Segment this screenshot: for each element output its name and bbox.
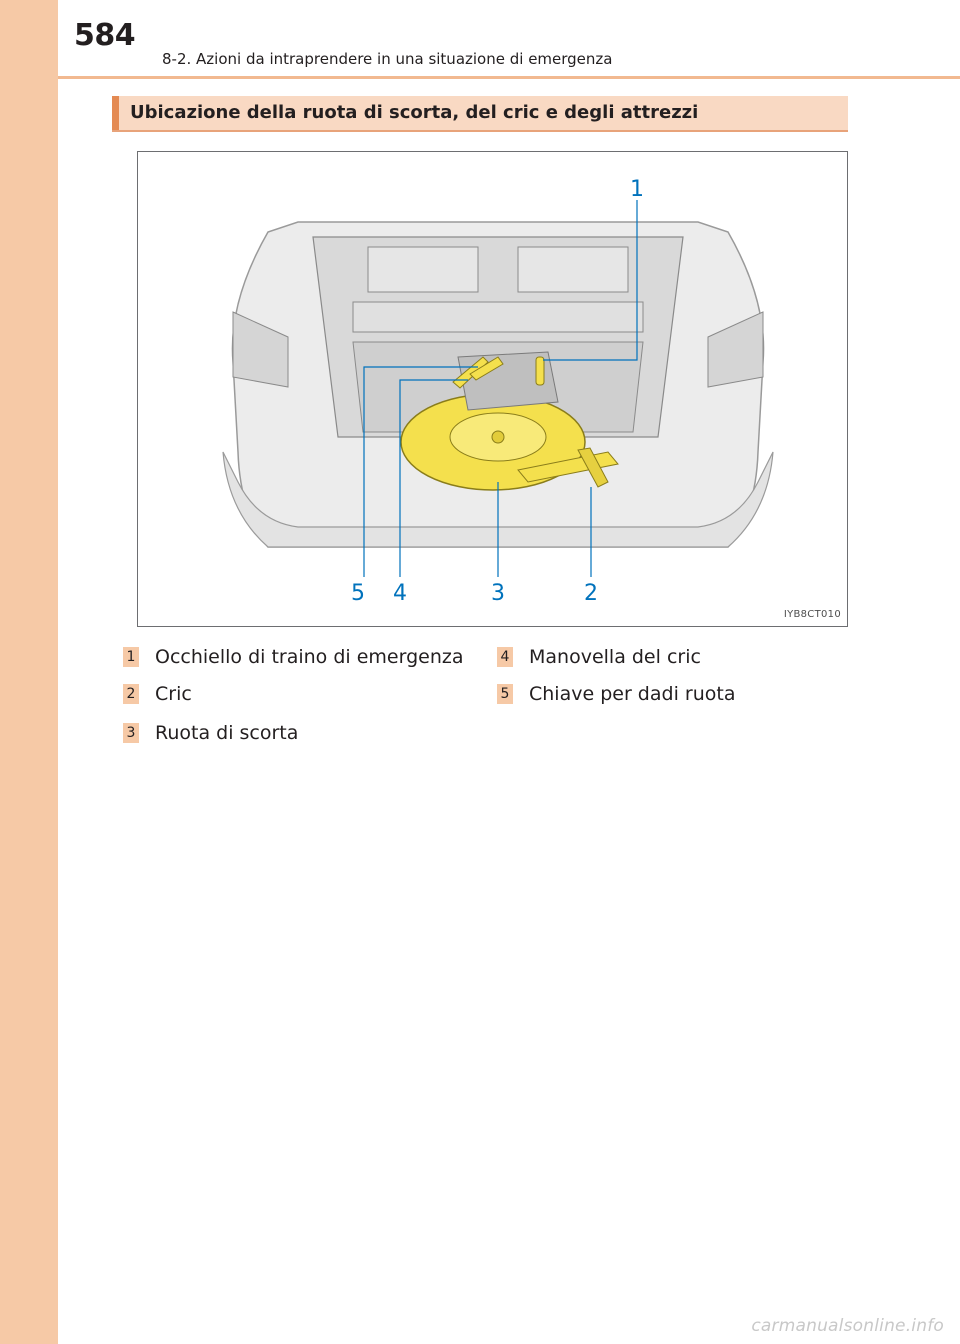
spare-tire-hub xyxy=(492,431,504,443)
section-heading xyxy=(112,96,848,132)
trunk-illustration-drawing xyxy=(138,152,847,626)
legend-item xyxy=(497,681,735,707)
side-color-band xyxy=(0,0,58,1344)
legend-label: Manovella del cric xyxy=(529,646,701,668)
legend-number: 2 xyxy=(123,684,139,704)
callout-3: 3 xyxy=(491,581,505,606)
deck-board xyxy=(353,302,643,332)
callout-1: 1 xyxy=(630,177,644,202)
figure-code: IYB8CT010 xyxy=(783,609,841,620)
page-number: 584 xyxy=(74,18,136,53)
legend-item xyxy=(123,644,464,670)
running-header: 8-2. Azioni da intraprendere in una situazione di emergenza xyxy=(162,50,613,68)
legend-label: Occhiello di traino di emergenza xyxy=(155,646,464,668)
cargo-box-left xyxy=(368,247,478,292)
legend-number: 4 xyxy=(497,647,513,667)
legend-number: 1 xyxy=(123,647,139,667)
trunk-illustration xyxy=(137,151,848,627)
legend-item xyxy=(123,720,298,746)
callout-4: 4 xyxy=(393,581,407,606)
legend-item xyxy=(497,644,701,670)
header-rule xyxy=(58,76,960,79)
watermark: carmanualsonline.info xyxy=(751,1316,944,1336)
legend-label: Ruota di scorta xyxy=(155,722,299,744)
legend-number: 3 xyxy=(123,723,139,743)
legend-item xyxy=(123,681,192,707)
legend-label: Cric xyxy=(155,683,192,705)
legend-label: Chiave per dadi ruota xyxy=(529,683,736,705)
callout-5: 5 xyxy=(351,581,365,606)
callout-2: 2 xyxy=(584,581,598,606)
section-title: Ubicazione della ruota di scorta, del cric e degli attrezzi xyxy=(130,102,699,123)
section-heading-bar xyxy=(112,96,119,130)
cargo-box-right xyxy=(518,247,628,292)
towing-eyelet xyxy=(536,357,544,385)
legend-number: 5 xyxy=(497,684,513,704)
